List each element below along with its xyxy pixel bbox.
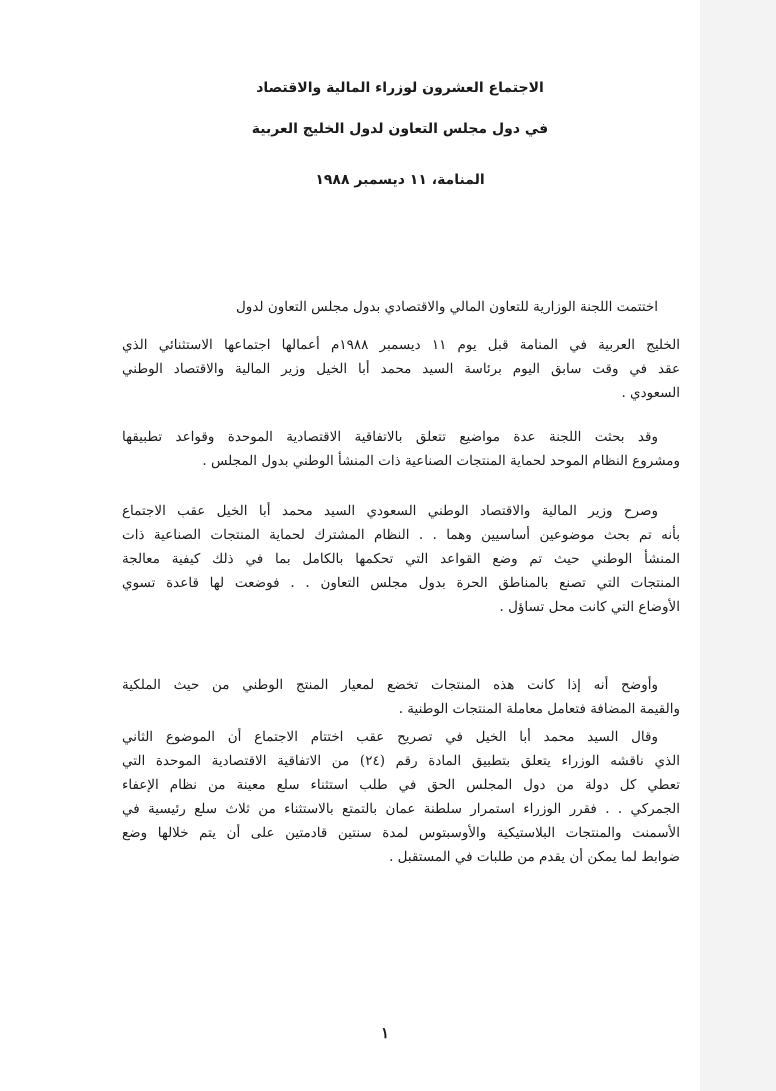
text-line: وأوضح أنه إذا كانت هذه المنتجات تخضع لمعيار المنتج الوطني من حيث الملكية [122, 677, 658, 693]
text-line: الأوضاع التي كانت محل تساؤل . [499, 599, 680, 615]
text-line: الذي ناقشه الوزراء يتعلق بتطبيق المادة رقم (٢٤) من الاتفاقية الاقتصادية الموحدة التي [122, 753, 680, 769]
document-subtitle: في دول مجلس التعاون لدول الخليج العربية [251, 121, 549, 137]
dateline: المنامة، ١١ ديسمبر ١٩٨٨ [315, 172, 485, 188]
text-line: اختتمت اللجنة الوزارية للتعاون المالي والاقتصادي بدول مجلس التعاون لدول [236, 299, 658, 315]
text-line: وقد بحثت اللجنة عدة مواضيع تتعلق بالاتفاقية الاقتصادية الموحدة وقواعد تطبيقها [122, 429, 658, 445]
text-line: والقيمة المضافة فتعامل معاملة المنتجات الوطنية . [398, 701, 680, 717]
side-margin [700, 0, 776, 1091]
text-line: تعطي كل دولة من دول المجلس الحق في طلب استثناء سلع معينة من نظام الإعفاء [122, 777, 680, 793]
page-number: ١ [380, 1024, 390, 1042]
text-line: وصرح وزير المالية والاقتصاد الوطني السعودي السيد محمد أبا الخيل عقب الاجتماع [122, 503, 658, 519]
text-line: ومشروع النظام الموحد لحماية المنتجات الصناعية ذات المنشأ الوطني بدول المجلس . [202, 453, 680, 469]
text-line: السعودي . [621, 385, 680, 401]
text-line: الجمركي . . فقرر الوزراء استمرار سلطنة عمان بالتمتع بالاستثناء من ثلاث سلع رئيسية في [122, 801, 680, 817]
text-line: الأسمنت والمنتجات البلاستيكية والأوسبتوس لمدة سنتين قادمتين على أن يتم خلالها وضع [122, 825, 680, 841]
text-line: الخليج العربية في المنامة قبل يوم ١١ ديسمبر ١٩٨٨م أعمالها اجتماعها الاستثنائي الذي [122, 337, 680, 353]
text-line: عقد في وقت سابق اليوم برئاسة السيد محمد أبا الخيل وزير المالية والاقتصاد الوطني [122, 361, 680, 377]
text-line: المنشأ الوطني حيث تم وضع القواعد التي تحكمها بالكامل بما في ذلك كيفية معالجة [122, 551, 680, 567]
text-line: ضوابط لما يمكن أن يقدم من طلبات في المستقبل . [389, 849, 680, 865]
document-title: الاجتماع العشرون لوزراء المالية والاقتصاد [256, 80, 544, 96]
text-line: بأنه تم بحث موضوعين أساسيين وهما . . النظام المشترك لحماية المنتجات الصناعية ذات [122, 527, 680, 543]
text-line: المنتجات التي تصنع بالمناطق الحرة بدول مجلس التعاون . . فوضعت لها قاعدة تسوي [122, 575, 680, 591]
text-line: وقال السيد محمد أبا الخيل في تصريح عقب اختتام الاجتماع أن الموضوع الثاني [122, 729, 658, 745]
